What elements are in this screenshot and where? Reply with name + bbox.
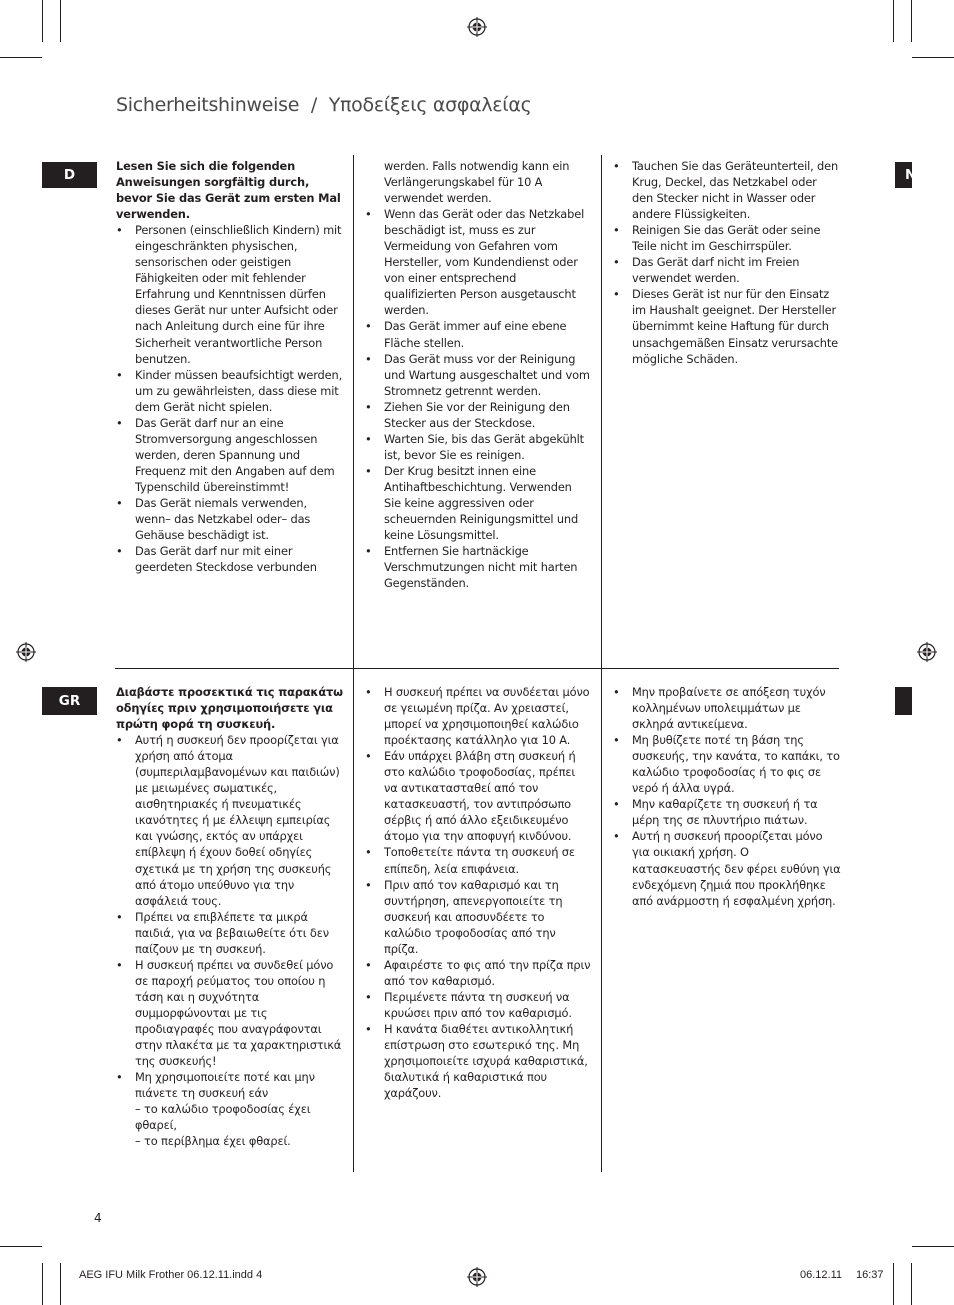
registration-mark-icon	[16, 642, 36, 662]
list-item: • Η κανάτα διαθέτει αντικολλητική επίστρωση στο εσωτερικό της. Μη χρησιμοποιείτε ισχυρά καθαριστικά, διαλυτικά ή καθαριστικά που χαράζουν.	[365, 1021, 591, 1101]
list-item: • Tauchen Sie das Geräteunterteil, den Krug, Deckel, das Netzkabel oder den Stecker nicht in Wasser oder andere Flüssigkeiten.	[613, 158, 841, 222]
list-item: • Personen (einschließlich Kindern) mit eingeschränkten physischen, sensorischen oder geistigen Fähigkeiten oder mit fehlender Erfahrung und Kenntnissen dürfen dieses Gerät nur unter Aufsicht oder nach Anleitung durch eine für ihre Sicherheit verantwortliche Person benutzen.	[116, 222, 344, 366]
de-list-1	[116, 222, 344, 575]
list-item: • Αυτή η συσκευή δεν προορίζεται για χρήση από άτομα (συμπεριλαμβανομένων και παιδιών) με μειωμένες σωματικές, αισθητηριακές ή πνευματικές ικανότητες ή με έλλειψη εμπειρίας και γνώσης, εκτός αν υπάρχει επίβλεψη ή έχουν δοθεί οδηγίες σχετικά με τη χρήση της συσκευής από άτομο υπεύθυνο για την ασφάλειά τους.	[116, 732, 344, 909]
crop-mark	[912, 1246, 954, 1247]
gr-list-3	[613, 684, 841, 909]
language-tab-next-label: N	[905, 167, 917, 183]
list-item: • Das Gerät darf nicht im Freien verwendet werden.	[613, 254, 841, 286]
crop-mark	[42, 1263, 43, 1305]
gr-intro: Διαβάστε προσεκτικά τις παρακάτω οδηγίες πριν χρησιμοποιήσετε για πρώτη φορά τη συσκευή.	[116, 685, 343, 732]
list-item: • Μη βυθίζετε ποτέ τη βάση της συσκευής, την κανάτα, το καπάκι, το καλώδιο τροφοδοσίας ή το φις σε νερό ή άλλα υγρά.	[613, 732, 841, 796]
crop-mark	[0, 57, 42, 58]
list-item: • Kinder müssen beaufsichtigt werden, um zu gewährleisten, dass diese mit dem Gerät nicht spielen.	[116, 367, 344, 415]
column-divider	[353, 155, 354, 668]
list-item: • Μην καθαρίζετε τη συσκευή ή τα μέρη της σε πλυντήριο πιάτων.	[613, 796, 841, 828]
list-item-continuation: werden. Falls notwendig kann ein Verlängerungskabel für 10 A verwendet werden.	[384, 159, 570, 206]
crop-mark	[911, 1263, 912, 1305]
list-subitem: – το καλώδιο τροφοδοσίας έχει φθαρεί,	[135, 1102, 311, 1133]
registration-mark-icon	[917, 642, 937, 662]
language-tab-gr: GR	[42, 687, 97, 715]
gr-list-2	[365, 684, 591, 1101]
column-divider	[601, 668, 602, 1172]
slug-filename: AEG IFU Milk Frother 06.12.11.indd 4	[79, 1269, 263, 1281]
list-item: • Η συσκευή πρέπει να συνδέεται μόνο σε γειωμένη πρίζα. Αν χρειαστεί, μπορεί να χρησιμοποιηθεί καλώδιο προέκτασης κατάλληλο για 10 A.	[365, 684, 591, 748]
crop-mark	[912, 57, 954, 58]
crop-mark	[893, 1263, 894, 1305]
gr-list-1	[116, 732, 344, 1149]
list-item: • Dieses Gerät ist nur für den Einsatz im Haushalt geeignet. Der Hersteller übernimmt keine Haftung für durch unsachgemäßen Einsatz verursachte mögliche Schäden.	[613, 286, 841, 366]
list-item: • Τοποθετείτε πάντα τη συσκευή σε επίπεδη, λεία επιφάνεια.	[365, 844, 591, 876]
list-item: • Πριν από τον καθαρισμό και τη συντήρηση, απενεργοποιείτε τη συσκευή και αποσυνδέετε το καλώδιο τροφοδοσίας από την πρίζα.	[365, 877, 591, 957]
list-item: • Das Gerät darf nur mit einer geerdeten Steckdose verbunden	[116, 543, 344, 575]
language-tab-next	[895, 162, 917, 188]
list-item: • Warten Sie, bis das Gerät abgekühlt ist, bevor Sie es reinigen.	[365, 431, 591, 463]
de-column-1	[116, 158, 344, 575]
list-item: • Εάν υπάρχει βλάβη στη συσκευή ή στο καλώδιο τροφοδοσίας, πρέπει να αντικατασταθεί από τον κατασκευαστή, τον αντιπρόσωπο σέρβις ή από άλλο εξειδικευμένο άτομο για την αποφυγή κινδύνου.	[365, 748, 591, 844]
list-subitem: – το περίβλημα έχει φθαρεί.	[135, 1134, 291, 1149]
de-column-3	[613, 158, 841, 367]
section-divider	[115, 668, 839, 669]
list-item: • Das Gerät immer auf eine ebene Fläche stellen.	[365, 318, 591, 350]
list-item: • Περιμένετε πάντα τη συσκευή να κρυώσει πριν από τον καθαρισμό.	[365, 989, 591, 1021]
page-number: 4	[94, 1211, 102, 1225]
column-divider	[353, 668, 354, 1172]
de-column-2	[365, 158, 591, 591]
crop-mark	[60, 0, 61, 42]
list-item: • Entfernen Sie hartnäckige Verschmutzungen nicht mit harten Gegenständen.	[365, 543, 591, 591]
title-de: Sicherheitshinweise	[116, 94, 300, 116]
crop-mark	[42, 0, 43, 42]
list-item: • Μην προβαίνετε σε απόξεση τυχόν κολλημένων υπολειμμάτων με σκληρά αντικείμενα.	[613, 684, 841, 732]
list-item: • Das Gerät muss vor der Reinigung und Wartung ausgeschaltet und vom Stromnetz getrennt werden.	[365, 351, 591, 399]
slug-date: 06.12.11	[800, 1269, 843, 1281]
language-tab-next-gr	[895, 687, 912, 715]
registration-mark-icon	[467, 1267, 487, 1287]
de-list-3	[613, 158, 841, 367]
crop-mark	[0, 1246, 42, 1247]
gr-column-3	[613, 684, 841, 909]
gr-column-2	[365, 684, 591, 1101]
list-item: • Ziehen Sie vor der Reinigung den Stecker aus der Steckdose.	[365, 399, 591, 431]
list-item: • Μη χρησιμοποιείτε ποτέ και μην πιάνετε τη συσκευή εάν	[116, 1069, 344, 1101]
gr-column-1	[116, 684, 344, 1149]
de-list-2	[365, 206, 591, 591]
list-item: • Das Gerät darf nur an eine Stromversorgung angeschlossen werden, deren Spannung und Frequenz mit den Angaben auf dem Typenschild übereinstimmt!	[116, 415, 344, 495]
title-gr: Υποδείξεις ασφαλείας	[328, 94, 532, 116]
list-item: • Πρέπει να επιβλέπετε τα μικρά παιδιά, για να βεβαιωθείτε ότι δεν παίζουν με τη συσκευή.	[116, 909, 344, 957]
list-item: • Wenn das Gerät oder das Netzkabel beschädigt ist, muss es zur Vermeidung von Gefahren vom Hersteller, vom Kundendienst oder von einer entsprechend qualifizierten Person ausgetauscht werden.	[365, 206, 591, 318]
crop-mark	[60, 1263, 61, 1305]
list-item: • Αυτή η συσκευή προορίζεται μόνο για οικιακή χρήση. Ο κατασκευαστής δεν φέρει ευθύνη για ενδεχόμενη ζημιά που προκλήθηκε από ανάρμοστη ή εσφαλμένη χρήση.	[613, 828, 841, 908]
language-tab-de: D	[42, 162, 97, 188]
list-item: • Reinigen Sie das Gerät oder seine Teile nicht im Geschirrspüler.	[613, 222, 841, 254]
registration-mark-icon	[467, 17, 487, 37]
page-title	[116, 94, 531, 116]
list-item: • Αφαιρέστε το φις από την πρίζα πριν από τον καθαρισμό.	[365, 957, 591, 989]
list-item: • Η συσκευή πρέπει να συνδεθεί μόνο σε παροχή ρεύματος του οποίου η τάση και η συχνότητα συμμορφώνονται με τις προδιαγραφές που αναγράφονται στην πλακέτα με τα χαρακτηριστικά της συσκευής!	[116, 957, 344, 1069]
list-item: • Das Gerät niemals verwenden, wenn– das Netzkabel oder– das Gehäuse beschädigt ist.	[116, 495, 344, 543]
slug-time: 16:37	[856, 1269, 884, 1281]
crop-mark	[893, 0, 894, 42]
de-intro: Lesen Sie sich die folgenden Anweisungen sorgfältig durch, bevor Sie das Gerät zum ersten Mal verwenden.	[116, 159, 341, 222]
crop-mark	[911, 0, 912, 42]
list-item: • Der Krug besitzt innen eine Antihaftbeschichtung. Verwenden Sie keine aggressiven oder scheuernden Reinigungsmittel und keine Lösungsmittel.	[365, 463, 591, 543]
title-separator: /	[310, 94, 317, 116]
column-divider	[601, 155, 602, 668]
